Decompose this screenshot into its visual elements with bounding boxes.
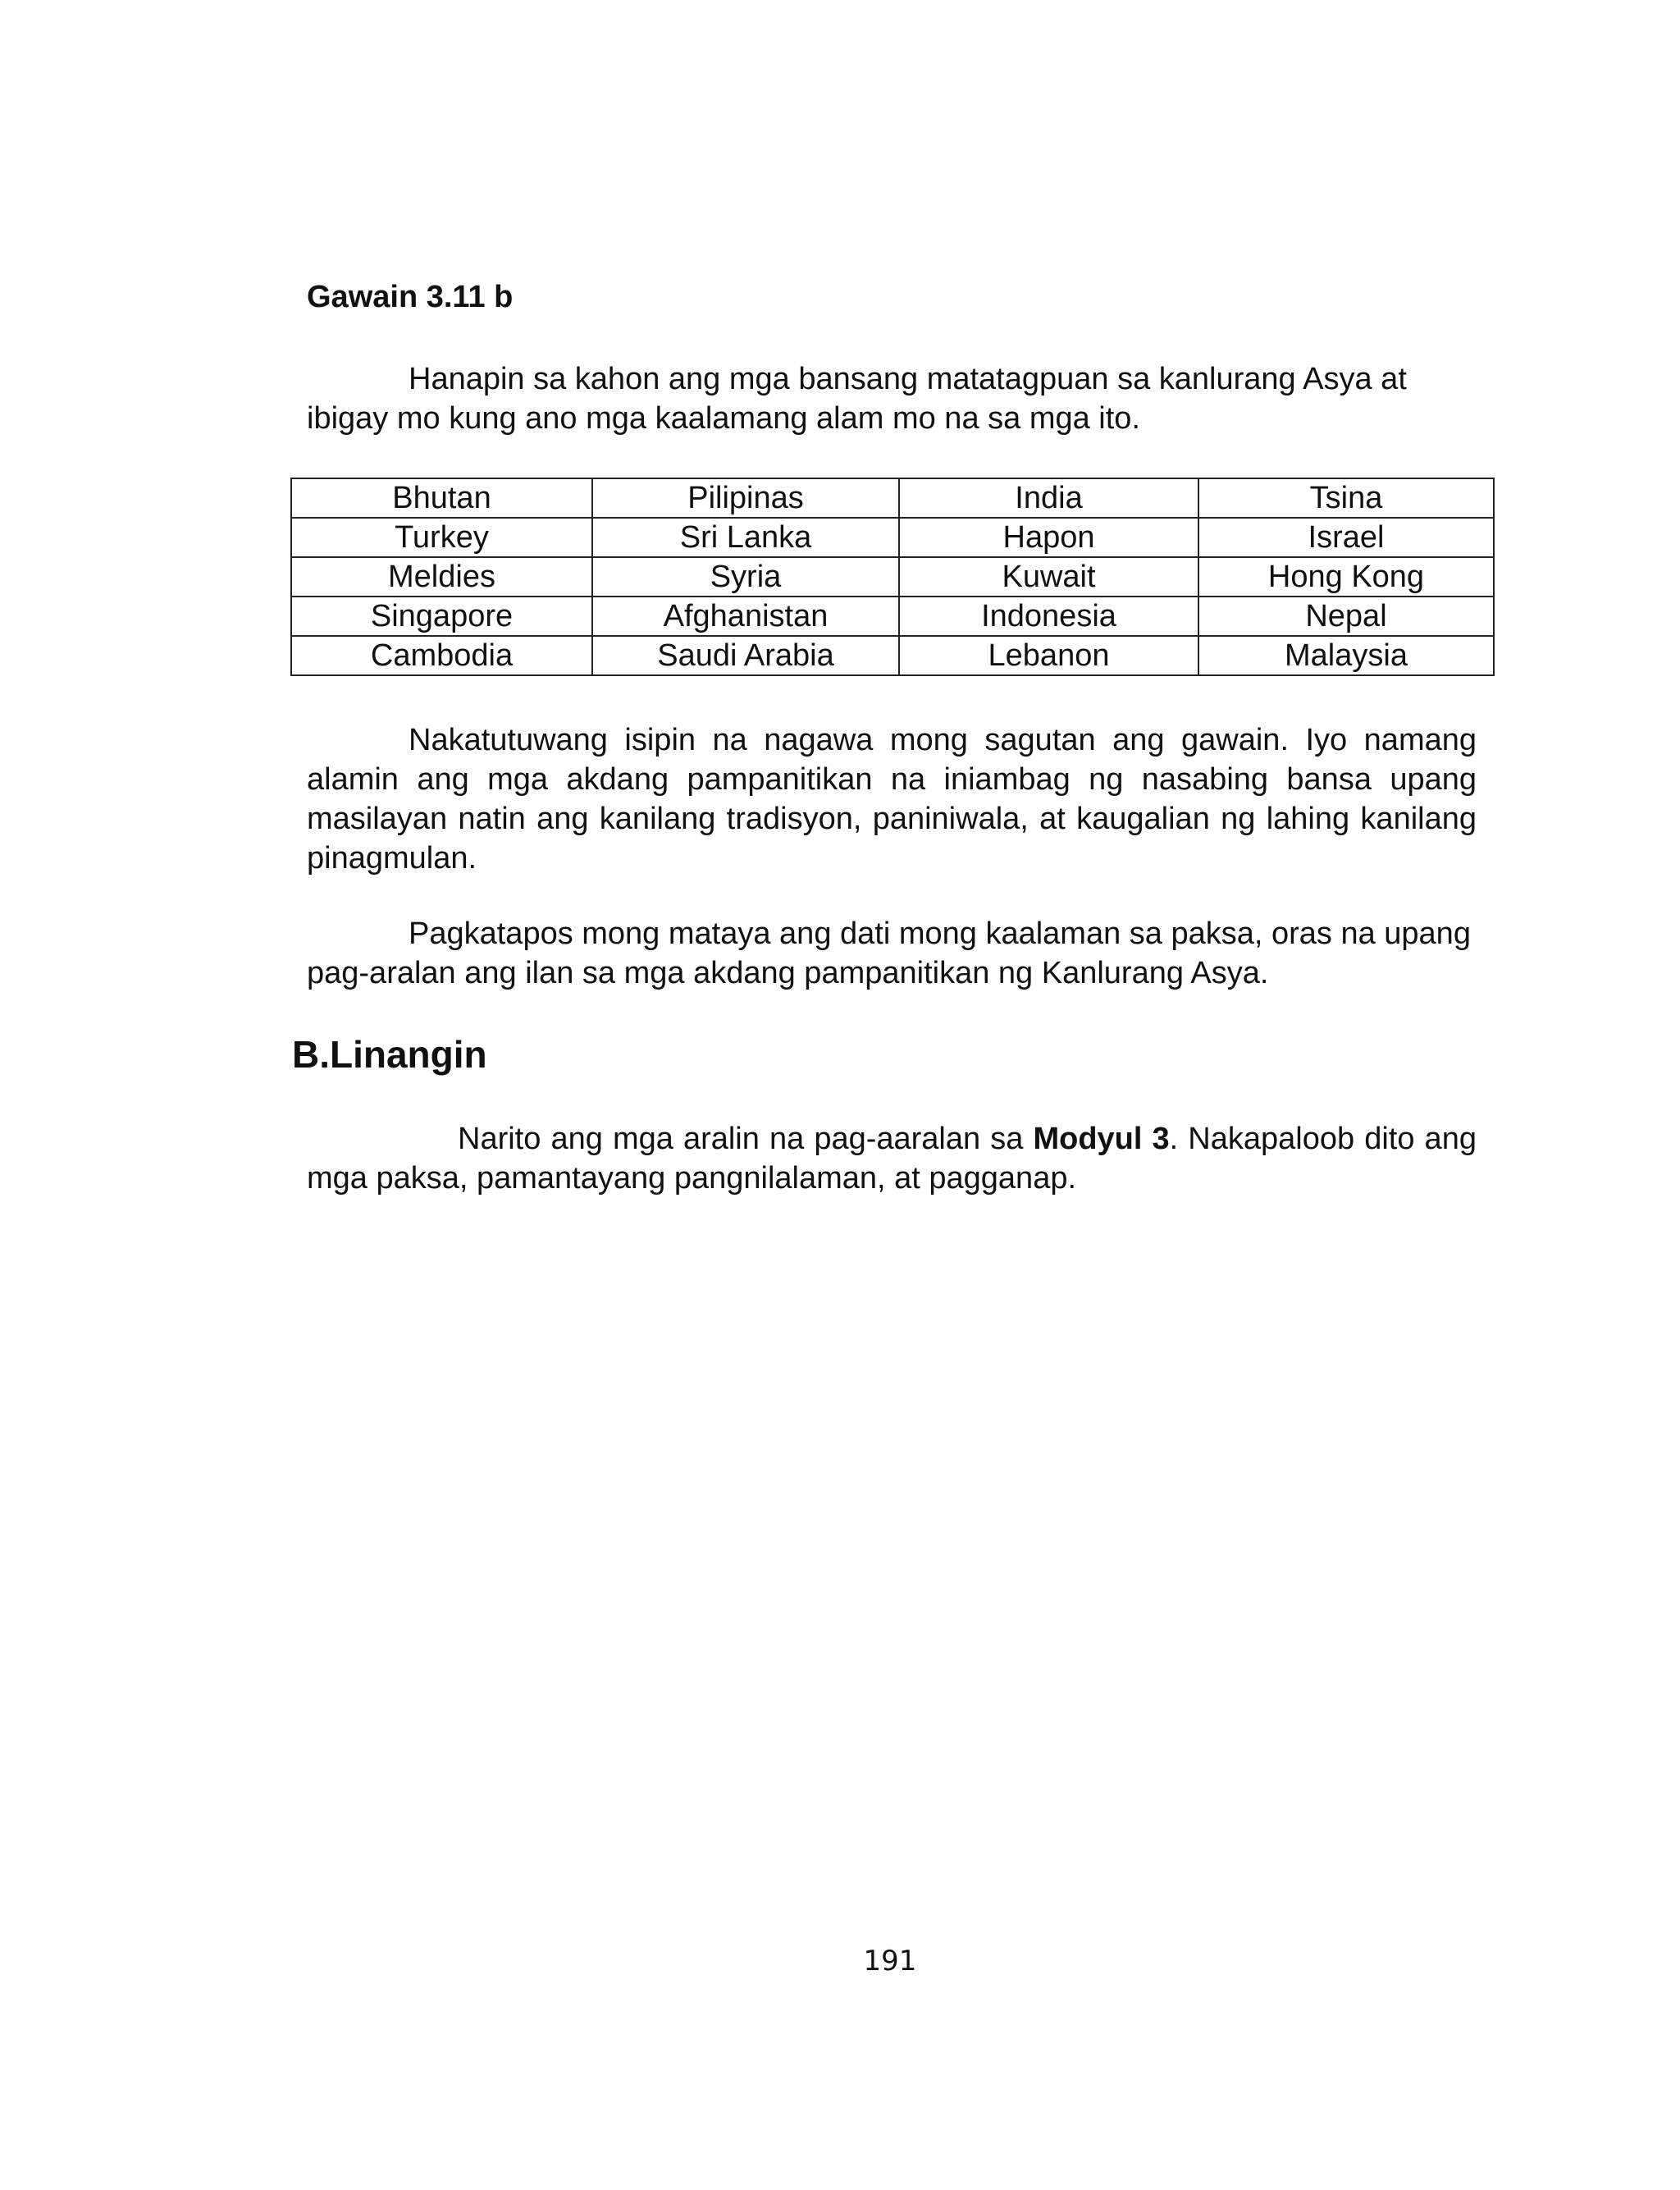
page-number: 191 — [863, 1945, 917, 1977]
activity-instruction — [307, 359, 1477, 438]
table-cell: Cambodia — [291, 636, 592, 675]
table-cell: Kuwait — [899, 557, 1198, 597]
table-cell: Hong Kong — [1198, 557, 1494, 597]
activity-title: Gawain 3.11 b — [307, 280, 514, 314]
table-row — [291, 557, 1494, 597]
table-row — [291, 636, 1494, 675]
table-cell: Israel — [1198, 518, 1494, 557]
table-cell: Lebanon — [899, 636, 1198, 675]
lesson-intro-before: Narito ang mga aralin na pag-aaralan sa — [458, 1122, 1034, 1156]
table-cell: Afghanistan — [592, 597, 899, 636]
table-cell: Indonesia — [899, 597, 1198, 636]
table-cell: Syria — [592, 557, 899, 597]
lesson-intro-after: . Nakapaloob dito ang mga paksa, pamantayang pangnilalaman, at pagganap. — [307, 1122, 1477, 1196]
lesson-intro-paragraph — [307, 1119, 1477, 1198]
table-cell: Saudi Arabia — [592, 636, 899, 675]
table-cell: Sri Lanka — [592, 518, 899, 557]
table-row — [291, 518, 1494, 557]
acknowledgement-text: Nakatutuwang isipin na nagawa mong sagutan ang gawain. Iyo namang alamin ang mga akdang pampanitikan na iniambag ng nasabing bansa upang masilayan natin ang kanilang tradisyon, paniniwala, at kaugalian ng lahing kanilang pinagmulan. — [307, 723, 1477, 876]
country-table — [290, 478, 1495, 676]
table-cell: Tsina — [1198, 478, 1494, 518]
table-cell: Turkey — [291, 518, 592, 557]
table-cell: Malaysia — [1198, 636, 1494, 675]
table-cell: Singapore — [291, 597, 592, 636]
table-cell: Hapon — [899, 518, 1198, 557]
module-name: Modyul 3 — [1033, 1122, 1170, 1156]
next-step-text: Pagkatapos mong mataya ang dati mong kaalaman sa paksa, oras na upang pag-aralan ang ilan sa mga akdang pampanitikan ng Kanlurang Asya. — [307, 917, 1471, 990]
table-cell: Nepal — [1198, 597, 1494, 636]
activity-instruction-text: Hanapin sa kahon ang mga bansang matatagpuan sa kanlurang Asya at ibigay mo kung ano mga kaalamang alam mo na sa mga ito. — [307, 362, 1407, 436]
section-title: B.Linangin — [292, 1033, 487, 1076]
table-cell: Bhutan — [291, 478, 592, 518]
table-cell: India — [899, 478, 1198, 518]
table-cell: Pilipinas — [592, 478, 899, 518]
acknowledgement-paragraph — [307, 720, 1477, 878]
table-cell: Meldies — [291, 557, 592, 597]
table-row — [291, 597, 1494, 636]
table-row — [291, 478, 1494, 518]
next-step-paragraph — [307, 914, 1477, 993]
